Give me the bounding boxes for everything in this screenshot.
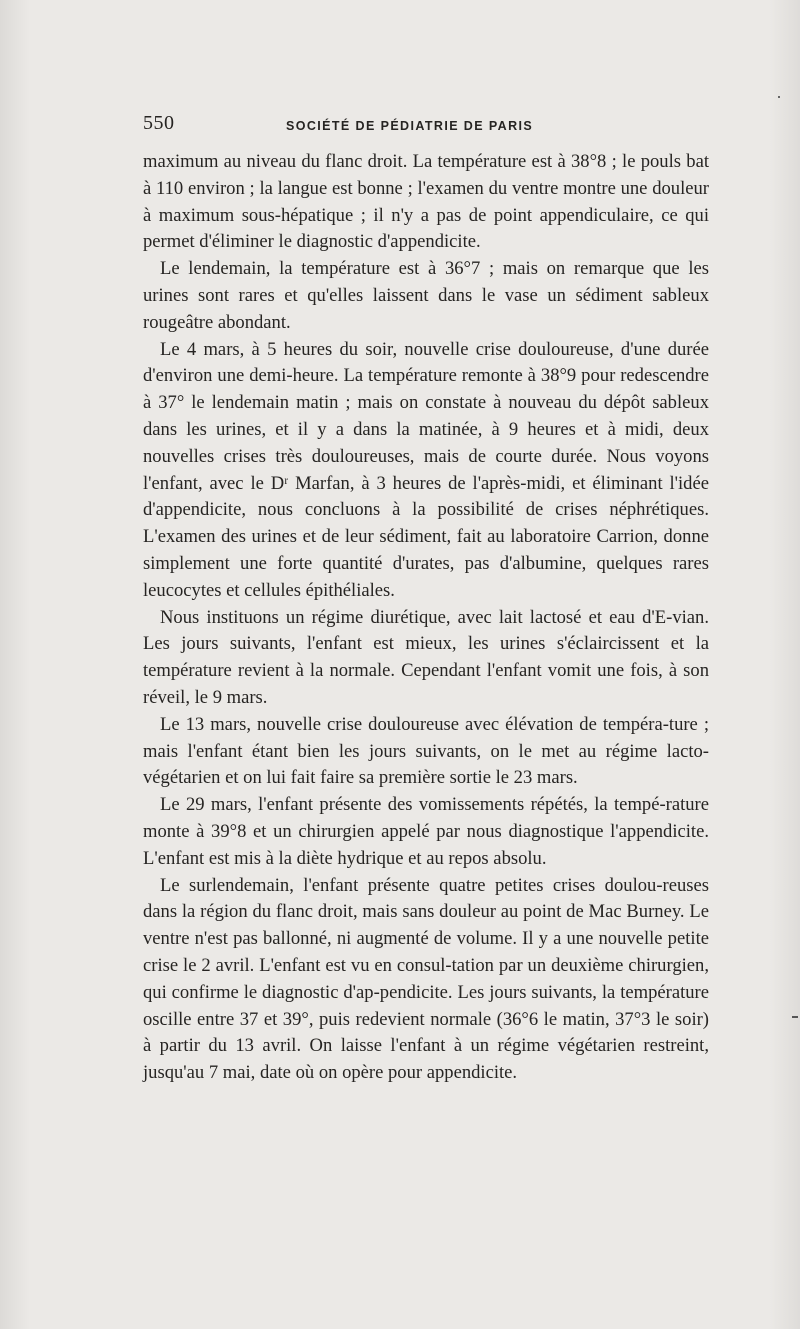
paragraph: Le 4 mars, à 5 heures du soir, nouvelle crise douloureuse, d'une durée d'environ une demi-heure. La température remonte à 38°9 pour redescendre à 37° le lendemain matin ; mais on constate à nouveau du dépôt sableux dans les urines, et il y a dans la matinée, à 9 heures et à midi, deux nouvelles crises très douloureuses, mais de courte durée. Nous voyons l'enfant, avec le Dʳ Marfan, à 3 heures de l'après-midi, et éliminant l'idée d'appendicite, nous concluons à la possibilité de crises néphrétiques. L'examen des urines et de leur sédiment, fait au laboratoire Carrion, donne simplement une forte quantité d'urates, pas d'albumine, quelques rares leucocytes et cellules épithéliales. (143, 338, 709, 601)
body-text (143, 149, 709, 1087)
margin-mark (792, 1016, 798, 1018)
scan-speck (778, 96, 780, 98)
paragraph: Le 13 mars, nouvelle crise douloureuse avec élévation de tempéra-ture ; mais l'enfant étant bien les jours suivants, on le met au régime lacto-végétarien et on lui fait faire sa première sortie le 23 mars. (143, 713, 709, 789)
paragraph: maximum au niveau du flanc droit. La température est à 38°8 ; le pouls bat à 110 environ ; la langue est bonne ; l'examen du ventre montre une douleur à maximum sous-hépatique ; il n'y a pas de point appendiculaire, ce qui permet d'éliminer le diagnostic d'appendicite. (143, 151, 709, 253)
paragraph: Le 29 mars, l'enfant présente des vomissements répétés, la tempé-rature monte à 39°8 et un chirurgien appelé par nous diagnostique l'appendicite. L'enfant est mis à la diète hydrique et au repos absolu. (143, 794, 709, 869)
paragraph: Le lendemain, la température est à 36°7 ; mais on remarque que les urines sont rares et qu'elles laissent dans le vase un sédiment sableux rougeâtre abondant. (143, 258, 709, 333)
paragraph: Le surlendemain, l'enfant présente quatre petites crises doulou-reuses dans la région du flanc droit, mais sans douleur au point de Mac Burney. Le ventre n'est pas ballonné, ni augmenté de volume. Il y a une nouvelle petite crise le 2 avril. L'enfant est vu en consul-tation par un deuxième chirurgien, qui confirme le diagnostic d'ap-pendicite. Les jours suivants, la température oscille entre 37 et 39°, puis redevient normale (36°6 le matin, 37°3 le soir) à partir du 13 avril. On laisse l'enfant à un régime végétarien restreint, jusqu'au 7 mai, date où on opère pour appendicite. (143, 874, 709, 1084)
paragraph: Nous instituons un régime diurétique, avec lait lactosé et eau d'E-vian. Les jours suivants, l'enfant est mieux, les urines s'éclaircissent et la température revient à la normale. Cependant l'enfant vomit une fois, à son réveil, le 9 mars. (143, 606, 709, 708)
running-title: SOCIÉTÉ DE PÉDIATRIE DE PARIS (286, 119, 534, 133)
page-number: 550 (143, 112, 175, 134)
page-header (143, 112, 715, 142)
